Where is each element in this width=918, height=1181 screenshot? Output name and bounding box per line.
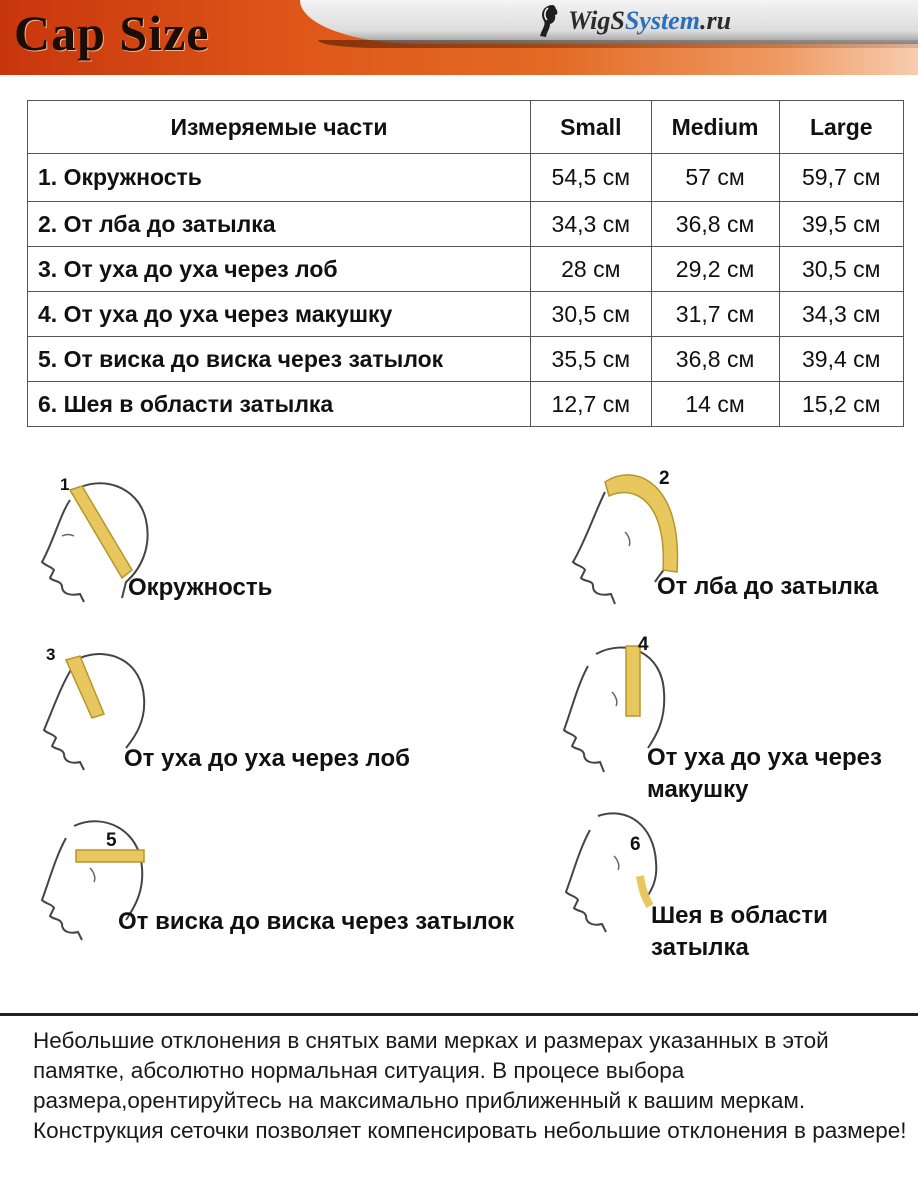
row-label: 5. От виска до виска через затылок (28, 337, 531, 382)
cell-small: 12,7 см (531, 382, 652, 427)
table-row (28, 292, 904, 337)
page-title: Cap Size (14, 5, 210, 61)
table-header-row (28, 101, 904, 154)
column-header-small: Small (531, 101, 652, 154)
diagram-number: 5 (106, 830, 117, 851)
cell-medium: 36,8 см (651, 202, 779, 247)
diagram-number: 2 (659, 468, 670, 489)
column-header-medium: Medium (651, 101, 779, 154)
column-header-large: Large (779, 101, 903, 154)
divider (0, 1013, 918, 1016)
diagram-number: 1 (60, 475, 70, 494)
diagram-label-line: макушку (647, 776, 749, 803)
diagram-number: 6 (630, 834, 641, 855)
diagram-label (647, 742, 882, 806)
cell-small: 30,5 см (531, 292, 652, 337)
cell-medium: 31,7 см (651, 292, 779, 337)
row-label: 1. Окружность (28, 154, 531, 202)
cell-small: 35,5 см (531, 337, 652, 382)
row-label: 4. От уха до уха через макушку (28, 292, 531, 337)
cell-large: 39,4 см (779, 337, 903, 382)
cell-small: 28 см (531, 247, 652, 292)
row-label: 2. От лба до затылка (28, 202, 531, 247)
site-name: WigSSystem.ru (568, 6, 732, 35)
cell-medium: 57 см (651, 154, 779, 202)
table-row (28, 154, 904, 202)
row-label: 3. От уха до уха через лоб (28, 247, 531, 292)
column-header-part: Измеряемые части (28, 101, 531, 154)
size-table (27, 100, 904, 427)
diagram-label: От уха до уха через лоб (124, 745, 410, 772)
cell-large: 30,5 см (779, 247, 903, 292)
diagram-label: Окружность (128, 574, 273, 601)
diagram-label (651, 900, 828, 964)
table-row (28, 202, 904, 247)
cell-large: 34,3 см (779, 292, 903, 337)
cell-medium: 14 см (651, 382, 779, 427)
diagram-label-line: затылка (651, 934, 749, 961)
cell-medium: 29,2 см (651, 247, 779, 292)
cell-large: 39,5 см (779, 202, 903, 247)
diagram-label-line: Шея в области (651, 902, 828, 929)
diagram-label: От виска до виска через затылок (118, 908, 515, 935)
diagram-number: 3 (46, 645, 56, 664)
table-row (28, 337, 904, 382)
cell-medium: 36,8 см (651, 337, 779, 382)
diagram-label-line: От уха до уха через (647, 744, 882, 771)
woman-silhouette-icon (534, 3, 564, 39)
diagram-label: От лба до затылка (657, 573, 879, 600)
banner-shadow (318, 40, 918, 48)
header-banner (0, 0, 918, 75)
cell-small: 54,5 см (531, 154, 652, 202)
table-row (28, 247, 904, 292)
cell-small: 34,3 см (531, 202, 652, 247)
cell-large: 15,2 см (779, 382, 903, 427)
site-logo[interactable] (534, 3, 731, 39)
disclaimer-note: Небольшие отклонения в снятых вами мерках и размерах указанных в этой памятке, абсолютно нормальная ситуация. В процесе выбора размера,орентируйтесь на максимально приближенный к вашим меркам. Конструкция сеточки позволяет компенсировать небольшие отклонения в размере! (33, 1028, 907, 1143)
cell-large: 59,7 см (779, 154, 903, 202)
table-row (28, 382, 904, 427)
diagram-number: 4 (638, 634, 649, 655)
row-label: 6. Шея в области затылка (28, 382, 531, 427)
